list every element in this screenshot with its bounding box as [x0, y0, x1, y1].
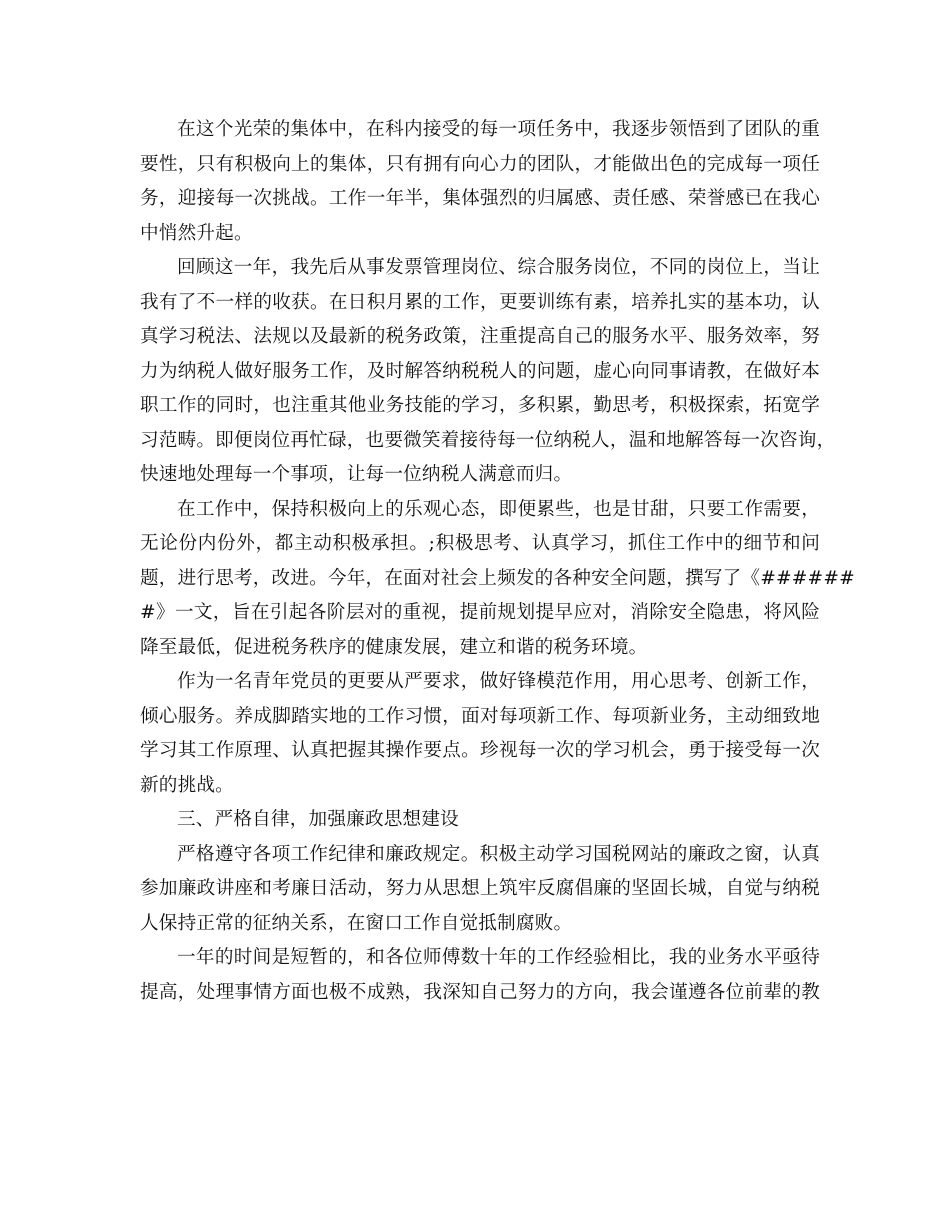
text-line: 在这个光荣的集体中，在科内接受的每一项任务中，我逐步领悟到了团队的重: [177, 119, 820, 140]
text-line: 降至最低，促进税务秩序的健康发展，建立和谐的税务环境。: [140, 636, 648, 658]
text-line: 倾心服务。养成脚踏实地的工作习惯，面对每项新工作、每项新业务，主动细致地: [140, 705, 820, 727]
text-line: 职工作的同时，也注重其他业务技能的学习，多积累，勤思考，积极探索，拓宽学: [140, 395, 820, 416]
text-line: 我有了不一样的收获。在日积月累的工作，更要训练有素，培养扎实的基本功，认: [140, 291, 820, 313]
text-line: 要性，只有积极向上的集体，只有拥有向心力的团队，才能做出色的完成每一项任: [140, 153, 820, 175]
text-line: 作为一名青年党员的更要从严要求，做好锋模范作用，用心思考、创新工作，: [177, 671, 820, 692]
section-heading: [140, 803, 820, 838]
text-line: 力为纳税人做好服务工作，及时解答纳税税人的问题，虚心向同事请教，在做好本: [140, 360, 820, 382]
text-line: 学习其工作原理、认真把握其操作要点。珍视每一次的学习机会，勇于接受每一次: [140, 740, 820, 761]
text-line: 三、严格自律，加强廉政思想建设: [177, 809, 459, 830]
text-line: 真学习税法、法规以及最新的税务政策，注重提高自己的服务水平、服务效率，努: [140, 326, 820, 347]
paragraph: [140, 838, 820, 942]
paragraph: [140, 665, 820, 803]
text-line: 无论份内份外，都主动积极承担。;积极思考、认真学习，抓住工作中的细节和问: [140, 533, 820, 554]
paragraph: [140, 251, 836, 493]
text-line: #》一文，旨在引起各阶层对的重视，提前规划提早应对，消除安全隐患，将风险: [140, 602, 820, 623]
document-body: [140, 113, 855, 1010]
text-line: 习范畴。即便岗位再忙碌，也要微笑着接待每一位纳税人，温和地解答每一次咨询，: [140, 429, 836, 451]
text-line: 回顾这一年，我先后从事发票管理岗位、综合服务岗位，不同的岗位上，当让: [177, 257, 820, 278]
paragraph: [140, 493, 855, 666]
text-line: 在工作中，保持积极向上的乐观心态，即便累些，也是甘甜，只要工作需要，: [177, 498, 820, 520]
text-line: 提高，处理事情方面也极不成熟，我深知自己努力的方向，我会谨遵各位前辈的教: [140, 981, 820, 1003]
paragraph: [140, 941, 820, 1010]
text-line: 题，进行思考，改进。今年，在面对社会上频发的各种安全问题，撰写了《######: [140, 567, 855, 589]
text-line: 参加廉政讲座和考廉日活动，努力从思想上筑牢反腐倡廉的坚固长城，自觉与纳税: [140, 878, 820, 899]
text-line: 中悄然升起。: [140, 222, 253, 244]
text-line: 务，迎接每一次挑战。工作一年半，集体强烈的归属感、责任感、荣誉感已在我心: [140, 188, 820, 209]
text-line: 快速地处理每一个事项，让每一位纳税人满意而归。: [140, 464, 573, 485]
text-line: 人保持正常的征纳关系，在窗口工作自觉抵制腐败。: [140, 912, 573, 934]
paragraph: [140, 113, 820, 251]
text-line: 严格遵守各项工作纪律和廉政规定。积极主动学习国税网站的廉政之窗，认真: [177, 843, 820, 865]
text-line: 新的挑战。: [140, 774, 234, 796]
text-line: 一年的时间是短暂的，和各位师傅数十年的工作经验相比，我的业务水平亟待: [177, 947, 820, 968]
